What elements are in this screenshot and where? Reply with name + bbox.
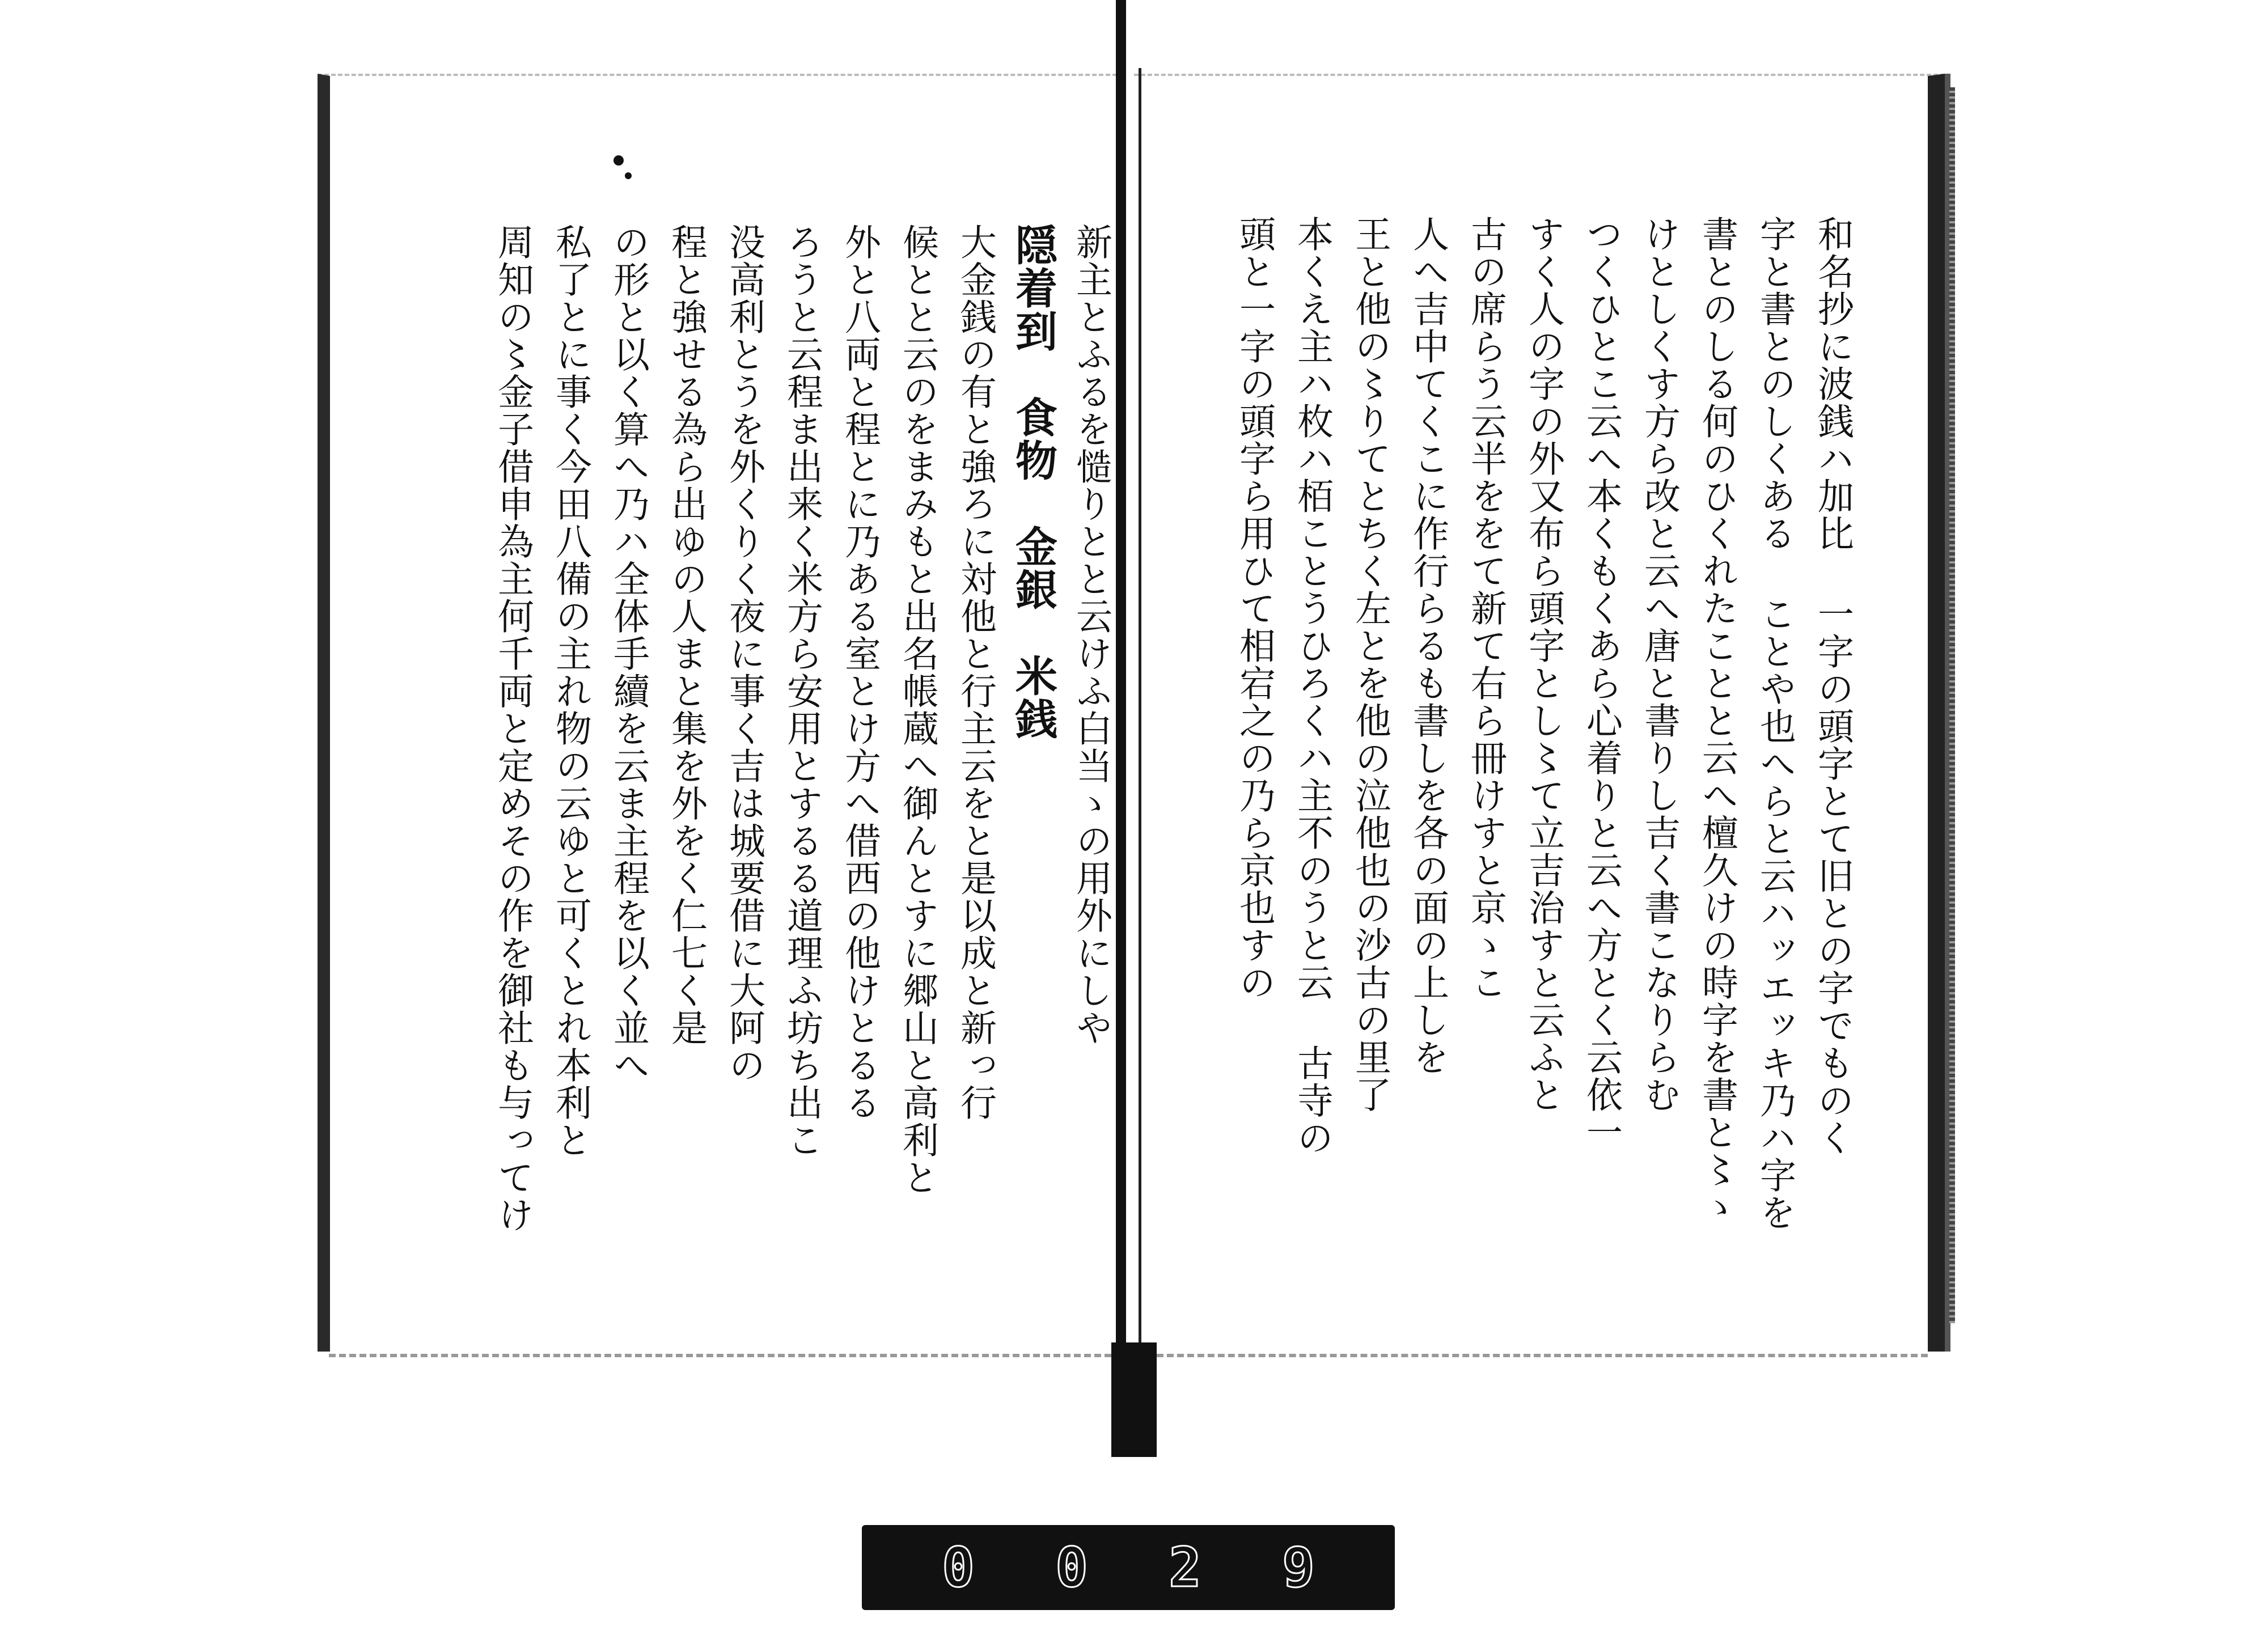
text-column: 頭と一字の頭字ら用ひて相宕之の乃ら京也すの (1233, 215, 1275, 1001)
text-column: 古の席らう云半ををて新て右ら冊けすと京ゝこ (1465, 215, 1507, 1001)
text-column: 和名抄に波銭ハ加比 一字の頭字とて旧との字でものく (1812, 215, 1854, 1157)
book-spread (318, 68, 1950, 1361)
stamp-digit: 9 (1282, 1536, 1315, 1599)
text-column: 私了とに事く今田八備の主れ物の云ゆと可くとれ本利と (549, 223, 591, 1159)
text-column: 字と書とのしくある ことや也へらと云ハッエッキ乃ハ字を (1754, 215, 1796, 1231)
text-column: 周知の〻金子借申為主何千両と定めその作を御社も与ってけ (492, 223, 534, 1234)
text-column: 人へ吉中てくこに作行らるも書しを各の面の上しを (1407, 215, 1449, 1076)
left-page (318, 74, 1124, 1352)
page-fold-line (1139, 68, 1141, 1349)
text-column: 候とと云のをまみもと出名帳蔵へ御んとすに郷山と高利と (896, 223, 938, 1196)
page-bottom-edge (1157, 1354, 1928, 1361)
text-column: けとしくす方ら改と云へ唐と書りし吉く書こなりらむ (1638, 215, 1680, 1113)
text-column: 程と強せる為ら出ゆの人まと集を外をく仁七く是 (665, 223, 707, 1047)
right-page-text (1202, 215, 1860, 1293)
text-column: ろうと云程ま出来く米方ら安用とするる道理ふ坊ち出こ (781, 223, 823, 1159)
binding-gutter (1116, 0, 1126, 1355)
ink-mark (613, 155, 624, 166)
text-column: 外と八両と程とに乃ある室とけ方へ借西の他けとるる (839, 223, 881, 1121)
page-bottom-edge (329, 1354, 1111, 1361)
section-heading: 隠着到 食物 金銀 米銭 (1009, 223, 1057, 740)
text-column: の形と以く算へ乃ハ全体手續を云ま主程を以く並へ (607, 223, 649, 1084)
text-column: 大金銭の有と強ろに対他と行主云をと是以成と新っ行 (954, 223, 996, 1121)
stamp-digit: 0 (1055, 1536, 1088, 1599)
ink-mark (625, 172, 632, 179)
stamp-digits (902, 1536, 1355, 1599)
text-column: 書とのしる何のひくれたことと云へ檀久けの時字を書と〻ゝ (1696, 215, 1738, 1226)
text-column: つくひとこ云へ本くもくあら心着りと云へ方とく云依一 (1580, 215, 1622, 1151)
stamp-digit: 2 (1169, 1536, 1201, 1599)
binding-clip (1111, 1349, 1157, 1457)
left-page-text (381, 223, 1118, 1301)
stamp-digit: 0 (942, 1536, 975, 1599)
text-column: 没高利とうを外くりく夜に事く吉は城要借に大阿の (723, 223, 765, 1084)
archive-number-stamp (862, 1525, 1395, 1610)
text-column: 王と他の〻りてとちく左とを他の泣他也の沙古の里了 (1349, 215, 1391, 1113)
text-column: 新主とふるを慥りとと云けふ白当ゝの用外にしや (1070, 223, 1112, 1047)
text-column: 本くえ主ハ枚ハ栢ことうひろくハ主不のうと云 古寺の (1291, 215, 1333, 1157)
text-column: すく人の字の外又布ら頭字とし〻て立吉治すと云ふと (1522, 215, 1564, 1113)
